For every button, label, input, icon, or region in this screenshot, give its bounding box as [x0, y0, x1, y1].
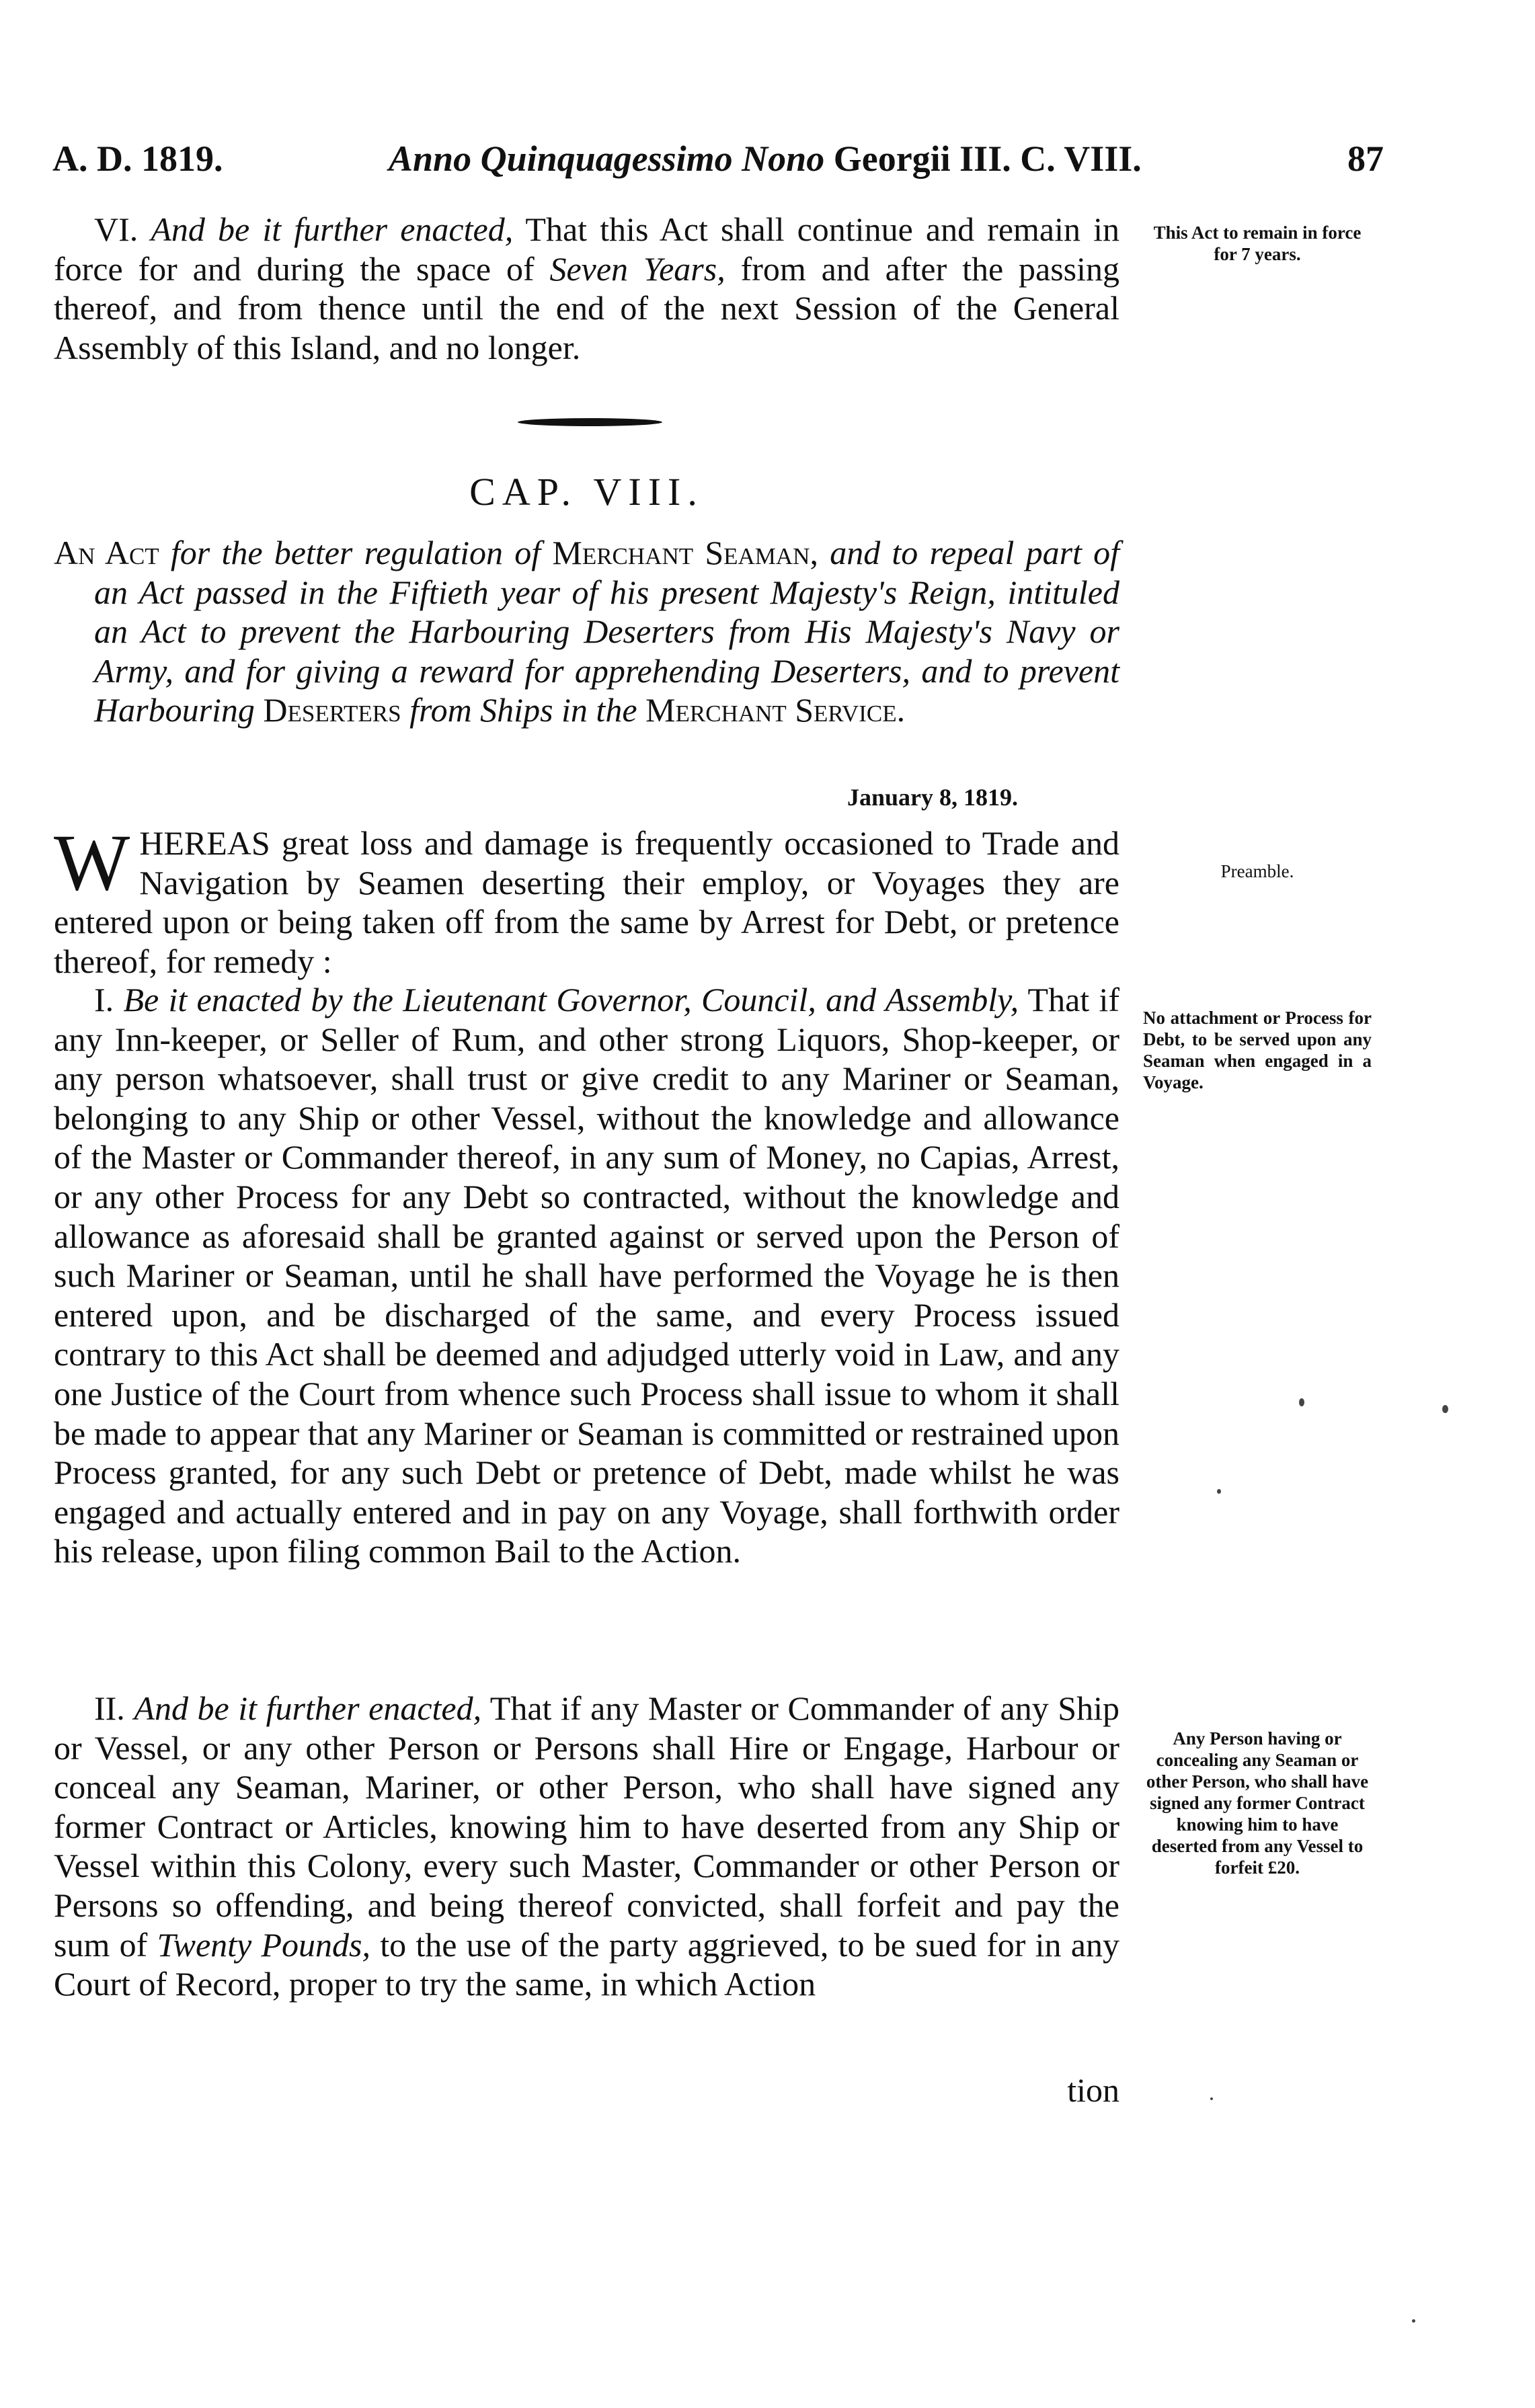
- section-i-enacting: Be it enacted by the Lieutenant Governor, Council, and Assembly,: [123, 981, 1019, 1018]
- section-vi-term: Seven Years,: [549, 249, 725, 288]
- act-date: January 8, 1819.: [847, 784, 1019, 811]
- section-divider-rule: [518, 418, 662, 426]
- act-title-lead: An Act: [54, 534, 159, 571]
- section-vi: [54, 210, 1119, 367]
- act-title-merchant-seaman: Merchant Seaman,: [552, 534, 818, 571]
- scan-speck: [1442, 1405, 1448, 1413]
- act-title-part-2: and to repeal part of an Act passed in the Fiftieth year of his present Majesty's Reign, intituled an Act to prevent the Harbouring Deserters from His Majesty's Navy or Army, and for giving a reward for apprehending Deserters, and to prevent Harbouring: [94, 534, 1120, 729]
- preamble: [54, 817, 1119, 981]
- section-i: [54, 980, 1119, 1571]
- running-head-chapter: C. VIII.: [1020, 138, 1142, 179]
- section-ii-enacting: And be it further enacted,: [134, 1689, 482, 1727]
- section-i-number: I.: [94, 981, 114, 1018]
- side-note-forfeit: Any Person having or concealing any Seaman or other Person, who shall have signed any former Contract knowing him to have deserted from any Vessel to forfeit £20.: [1146, 1728, 1369, 1878]
- section-ii-text-2: to the use of the party aggrieved, to be sued for in any Court of Record, proper to try the same, in which Action: [54, 1925, 1119, 2003]
- section-vi-text-1: That this Act shall continue and remain in force for and during the space of: [54, 210, 1119, 288]
- scan-speck: [1299, 1398, 1304, 1406]
- drop-cap: W: [54, 817, 130, 907]
- side-note-no-attachment: No attachment or Process for Debt, to be served upon any Seaman when engaged in a Voyage.: [1143, 1008, 1372, 1092]
- act-title-merchant-service: Merchant Service.: [645, 691, 906, 729]
- section-ii-number: II.: [94, 1689, 125, 1727]
- running-head-title-caps: Georgii III.: [833, 138, 1011, 179]
- running-head-title: [389, 138, 1142, 179]
- scan-speck: [1210, 2097, 1213, 2100]
- section-vi-number: VI.: [94, 210, 139, 248]
- catchword: tion: [1067, 2071, 1119, 2109]
- preamble-text: HEREAS great loss and damage is frequently occasioned to Trade and Navigation by Seamen deserting their employ, or Voyages they are entered upon or being taken off from the same by Arrest for Debt, or pretence thereof, for remedy :: [54, 824, 1119, 980]
- scan-speck: [1412, 2319, 1415, 2323]
- running-head: [52, 138, 1384, 185]
- running-head-title-italic: Anno Quinquagessimo Nono: [389, 138, 825, 179]
- section-ii-text-1: That if any Master or Commander of any Ship or Vessel, or any other Person or Persons shall Hire or Engage, Harbour or conceal any Seaman, Mariner, or other Person, who shall have signed any former Contract or Articles, knowing him to have deserted from any Ship or Vessel within this Colony, every such Master, Commander or other Person or Persons so offending, and being thereof convicted, shall forfeit and pay the sum of: [54, 1689, 1119, 1964]
- section-vi-enacting: And be it further enacted,: [151, 210, 514, 248]
- section-vi-text-2: from and after the passing thereof, and from thence until the end of the next Session of the General Assembly of this Island, and no longer.: [54, 249, 1120, 366]
- act-title: [54, 533, 1119, 730]
- side-note-preamble: Preamble.: [1220, 861, 1294, 881]
- scan-speck: [1217, 1489, 1221, 1494]
- section-i-text: That if any Inn-keeper, or Seller of Rum, and other strong Liquors, Shop-keeper, or any person whatsoever, shall trust or give credit to any Mariner or Seaman, belonging to any Ship or other Vessel, without the knowledge and allowance of the Master or Commander thereof, in any sum of Money, no Capias, Arrest, or any other Process for any Debt so contracted, without the knowledge and allowance as aforesaid shall be granted against or served upon the Person of such Mariner or Seaman, until he shall have performed the Voyage he is then entered upon, and be discharged of the same, and every Process issued contrary to this Act shall be deemed and adjudged utterly void in Law, and any one Justice of the Court from whence such Process shall issue to whom it shall be made to appear that any Mariner or Seaman is committed or restrained upon Process granted, for any such Debt or pretence of Debt, made whilst he was engaged and actually entered and in pay on any Voyage, shall forthwith order his release, upon filing common Bail to the Action.: [54, 981, 1119, 1570]
- page-number: 87: [1347, 138, 1384, 179]
- act-title-deserters: Deserters: [263, 691, 401, 729]
- act-title-part-3: from Ships in the: [409, 691, 637, 729]
- cap-heading: CAP. VIII.: [469, 470, 704, 514]
- side-note-duration: This Act to remain in force for 7 years.: [1153, 223, 1362, 264]
- section-ii: [54, 1689, 1119, 2004]
- act-title-part-1: for the better regulation of: [170, 534, 541, 571]
- section-ii-sum: Twenty Pounds,: [157, 1925, 370, 1964]
- running-head-year: A. D. 1819.: [52, 138, 223, 179]
